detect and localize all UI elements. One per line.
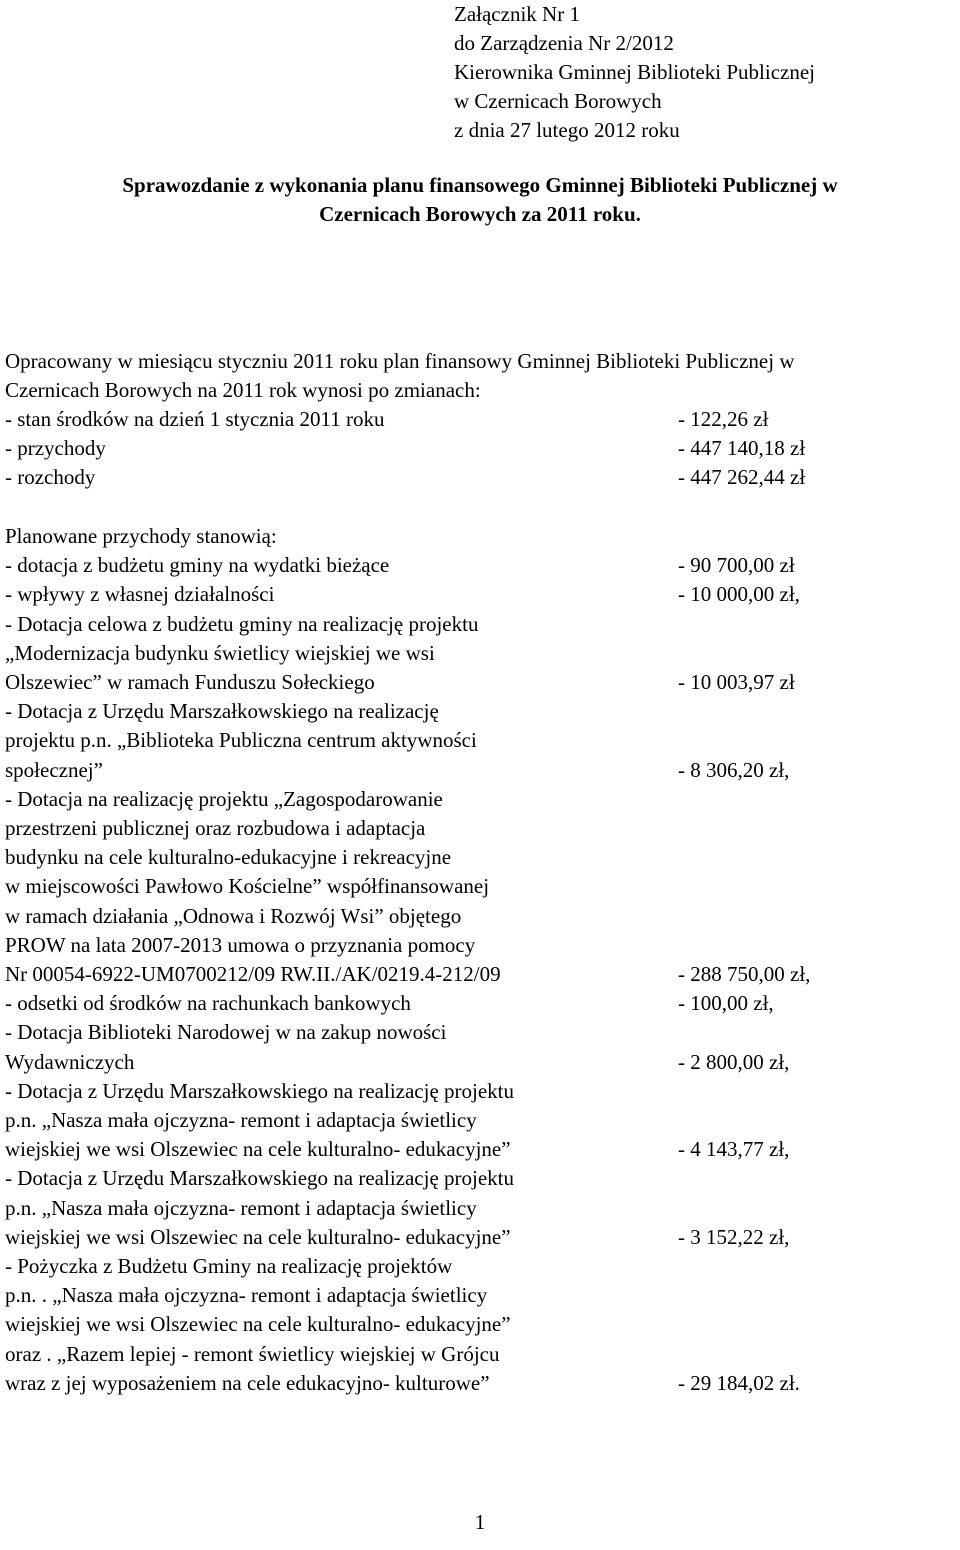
revenue-item-text: - Dotacja z Urzędu Marszałkowskiego na realizację projektu [5,1166,515,1191]
annex-line: Załącznik Nr 1 [454,2,580,26]
revenue-item-text: wiejskiej we wsi Olszewiec na cele kulturalno- edukacyjne” [5,1137,511,1162]
summary-amount: - 122,26 zł [678,407,769,431]
revenue-item-text: PROW na lata 2007-2013 umowa o przyznania pomocy [5,932,476,957]
revenue-item-amount: - 4 143,77 zł, [678,1137,790,1162]
intro-line: Opracowany w miesiącu styczniu 2011 roku plan finansowy Gminnej Biblioteki Publicznej w [5,349,795,373]
annex-header [454,0,815,145]
revenue-item-text: p.n. „Nasza mała ojczyzna- remont i adaptacja świetlicy [5,1195,477,1220]
summary-row [5,434,960,463]
revenue-item-text: p.n. . „Nasza mała ojczyzna- remont i adaptacja świetlicy [5,1283,488,1308]
revenue-item [5,580,960,609]
revenue-item-text: projektu p.n. „Biblioteka Publiczna centrum aktywności [5,728,477,753]
revenue-item-text: „Modernizacja budynku świetlicy wiejskiej we wsi [5,640,435,665]
revenue-item [5,1077,960,1165]
revenue-item-text: - Dotacja z Urzędu Marszałkowskiego na realizację projektu [5,1078,515,1103]
revenue-item [5,989,960,1018]
revenues-heading: Planowane przychody stanowią: [5,524,277,548]
revenue-item-text: oraz . „Razem lepiej - remont świetlicy wiejskiej w Grójcu [5,1341,500,1366]
revenue-list [5,551,960,1398]
revenue-item-text: - wpływy z własnej działalności [5,582,275,607]
revenue-item-amount: - 100,00 zł, [678,991,774,1016]
revenue-item-text: p.n. „Nasza mała ojczyzna- remont i adaptacja świetlicy [5,1108,477,1133]
revenue-item-text: w miejscowości Pawłowo Kościelne” współfinansowanej [5,874,490,899]
summary-row [5,405,960,434]
revenue-item-text: wiejskiej we wsi Olszewiec na cele kulturalno- edukacyjne” [5,1312,511,1337]
revenue-item-text: w ramach działania „Odnowa i Rozwój Wsi” objętego [5,903,462,928]
revenue-item-text: społecznej” [5,757,103,782]
revenue-item [5,1018,960,1076]
annex-line: Kierownika Gminnej Biblioteki Publicznej [454,60,816,84]
page-number: 1 [474,1510,486,1534]
revenue-item [5,551,960,580]
revenue-item [5,697,960,785]
revenue-item-amount: - 10 003,97 zł [678,670,795,695]
revenue-item-amount: - 8 306,20 zł, [678,757,790,782]
revenue-item-amount: - 2 800,00 zł, [678,1049,790,1074]
revenue-item-text: - odsetki od środków na rachunkach bankowych [5,991,411,1016]
intro-line: Czernicach Borowych na 2011 rok wynosi po zmianach: [5,378,481,402]
summary-label: - przychody [5,436,106,460]
revenue-item-text: budynku na cele kulturalno-edukacyjne i rekreacyjne [5,845,452,870]
summary-amount: - 447 140,18 zł [678,436,806,460]
revenue-item-text: Olszewiec” w ramach Funduszu Sołeckiego [5,670,375,695]
revenue-item [5,610,960,698]
revenue-item-text: Wydawniczych [5,1049,135,1074]
annex-line: z dnia 27 lutego 2012 roku [454,118,680,142]
annex-line: do Zarządzenia Nr 2/2012 [454,31,674,55]
revenue-item-amount: - 29 184,02 zł. [678,1370,800,1395]
summary-label: - rozchody [5,465,96,489]
revenue-item-text: - Dotacja z Urzędu Marszałkowskiego na realizację [5,699,439,724]
revenue-item-text: - Dotacja celowa z budżetu gminy na realizację projektu [5,611,479,636]
intro-section [5,347,960,492]
revenue-item-text: przestrzeni publicznej oraz rozbudowa i adaptacja [5,816,426,841]
revenue-item-text: - Dotacja Biblioteki Narodowej w na zakup nowości [5,1020,447,1045]
summary-amount: - 447 262,44 zł [678,465,806,489]
annex-line: w Czernicach Borowych [454,89,662,113]
revenue-item [5,785,960,989]
revenue-item-text: Nr 00054-6922-UM0700212/09 RW.II./AK/0219.4-212/09 [5,962,501,987]
revenue-item-text: wraz z jej wyposażeniem na cele edukacyjno- kulturowe” [5,1370,490,1395]
revenue-item-amount: - 288 750,00 zł, [678,962,811,987]
revenues-section [5,522,960,1398]
revenue-item-text: - dotacja z budżetu gminy na wydatki bieżące [5,553,390,578]
revenue-item-amount: - 90 700,00 zł [678,553,795,578]
revenue-item-text: wiejskiej we wsi Olszewiec na cele kulturalno- edukacyjne” [5,1224,511,1249]
title-line: Czernicach Borowych za 2011 roku. [319,202,641,226]
revenue-item-amount: - 3 152,22 zł, [678,1224,790,1249]
revenue-item-text: - Pożyczka z Budżetu Gminy na realizację projektów [5,1254,453,1279]
document-title [0,171,960,229]
summary-row [5,463,960,492]
summary-label: - stan środków na dzień 1 stycznia 2011 roku [5,407,385,431]
revenue-item [5,1252,960,1398]
revenue-item-amount: - 10 000,00 zł, [678,582,800,607]
revenue-item [5,1164,960,1252]
revenue-item-text: - Dotacja na realizację projektu „Zagospodarowanie [5,786,443,811]
title-line: Sprawozdanie z wykonania planu finansowego Gminnej Biblioteki Publicznej w [122,173,838,197]
